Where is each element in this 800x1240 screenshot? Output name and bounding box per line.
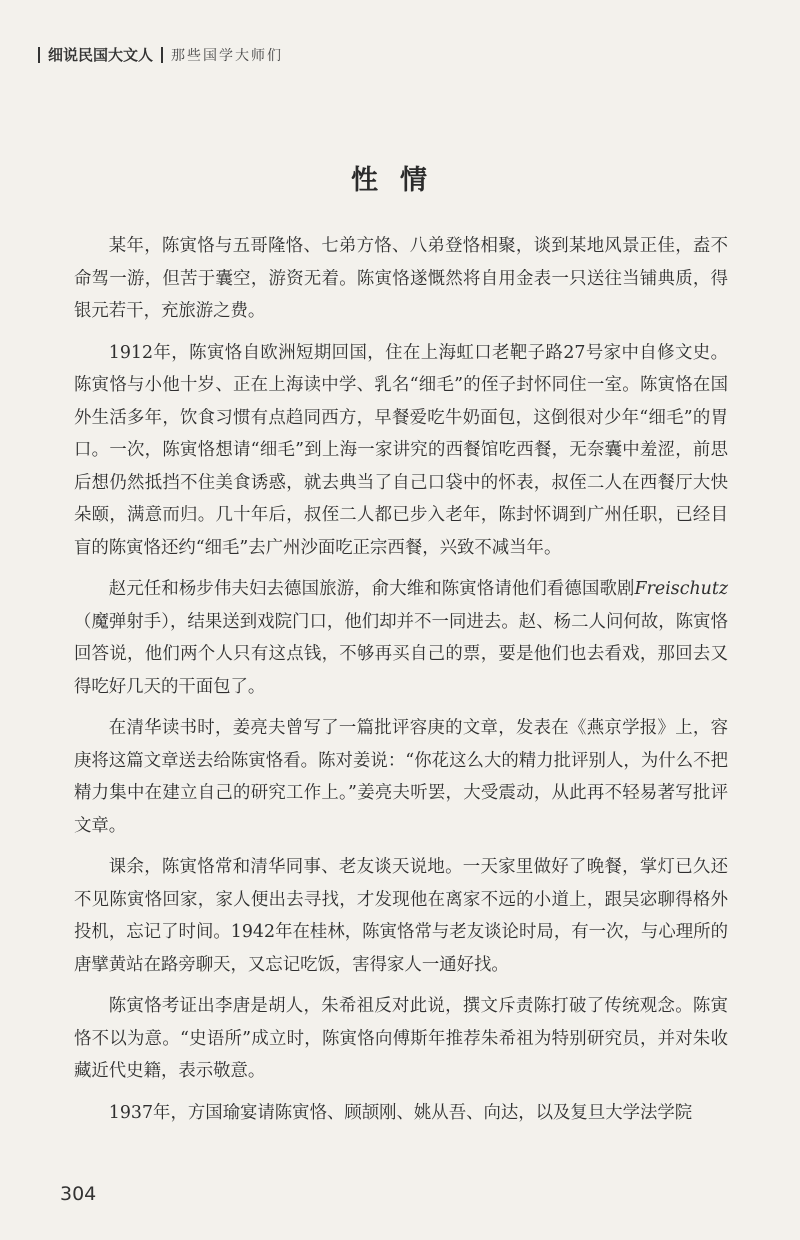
paragraph: 1937年，方国瑜宴请陈寅恪、顾颉刚、姚从吾、向达，以及复旦大学法学院 xyxy=(108,1102,693,1123)
section-title: 性情 xyxy=(351,165,449,196)
paragraph: 1912年，陈寅恪自欧洲短期回国，住在上海虹口老靶子路27号家中自修文史。陈寅恪与小他十岁、正在上海读中学、乳名“细毛”的侄子封怀同住一室。陈寅恪在国外生活多年，饮食习惯有点趋同西方，早餐爱吃牛奶面包，这倒很对少年“细毛”的胃口。一次，陈寅恪想请“细毛”到上海一家讲究的西餐馆吃西餐，无奈囊中羞涩，前思后想仍然抵挡不住美食诱惑，就去典当了自己口袋中的怀表，叔侄二人在西餐厅大快朵颐，满意而归。几十年后，叔侄二人都已步入老年，陈封怀调到广州任职，已经目盲的陈寅恪还约“细毛”去广州沙面吃正宗西餐，兴致不减当年。 xyxy=(74,342,728,558)
paragraph: 某年，陈寅恪与五哥隆恪、七弟方恪、八弟登恪相聚，谈到某地风景正佳，盍不命驾一游，但苦于囊空，游资无着。陈寅恪遂慨然将自用金表一只送往当铺典质，得银元若干，充旅游之费。 xyxy=(74,236,728,321)
paragraph xyxy=(74,573,728,703)
series-title: 那些国学大师们 xyxy=(171,47,284,64)
paragraph-text: 赵元任和杨步伟夫妇去德国旅游，俞大维和陈寅恪请他们看德国歌剧 xyxy=(108,579,635,599)
body-text xyxy=(74,230,728,1138)
paragraph: 陈寅恪考证出李唐是胡人，朱希祖反对此说，撰文斥责陈打破了传统观念。陈寅恪不以为意。“史语所”成立时，陈寅恪向傅斯年推荐朱希祖为特别研究员，并对朱收藏近代史籍，表示敬意。 xyxy=(74,996,728,1081)
paragraph: 在清华读书时，姜亮夫曾写了一篇批评容庚的文章，发表在《燕京学报》上，容庚将这篇文章送去给陈寅恪看。陈对姜说：“你花这么大的精力批评别人，为什么不把精力集中在建立自己的研究工作上。”姜亮夫听罢，大受震动，从此再不轻易著写批评文章。 xyxy=(74,718,728,836)
book-title: 细说民国大文人 xyxy=(48,46,154,64)
running-header xyxy=(30,44,283,65)
header-divider-left xyxy=(38,47,40,63)
paragraph: 课余，陈寅恪常和清华同事、老友谈天说地。一天家里做好了晚餐，掌灯已久还不见陈寅恪回家，家人便出去寻找，才发现他在离家不远的小道上，跟吴宓聊得格外投机，忘记了时间。1942年在桂林，陈寅恪常与老友谈论时局，有一次，与心理所的唐擘黄站在路旁聊天，又忘记吃饭，害得家人一通好找。 xyxy=(74,857,728,975)
opera-title: Freischutz xyxy=(634,579,728,599)
page-number: 304 xyxy=(60,1183,97,1205)
header-divider-middle xyxy=(161,47,163,63)
paragraph-text: （魔弹射手），结果送到戏院门口，他们却并不一同进去。赵、杨二人问何故，陈寅恪回答说，他们两个人只有这点钱，不够再买自己的票，要是他们也去看戏，那回去又得吃好几天的干面包了。 xyxy=(74,611,728,697)
